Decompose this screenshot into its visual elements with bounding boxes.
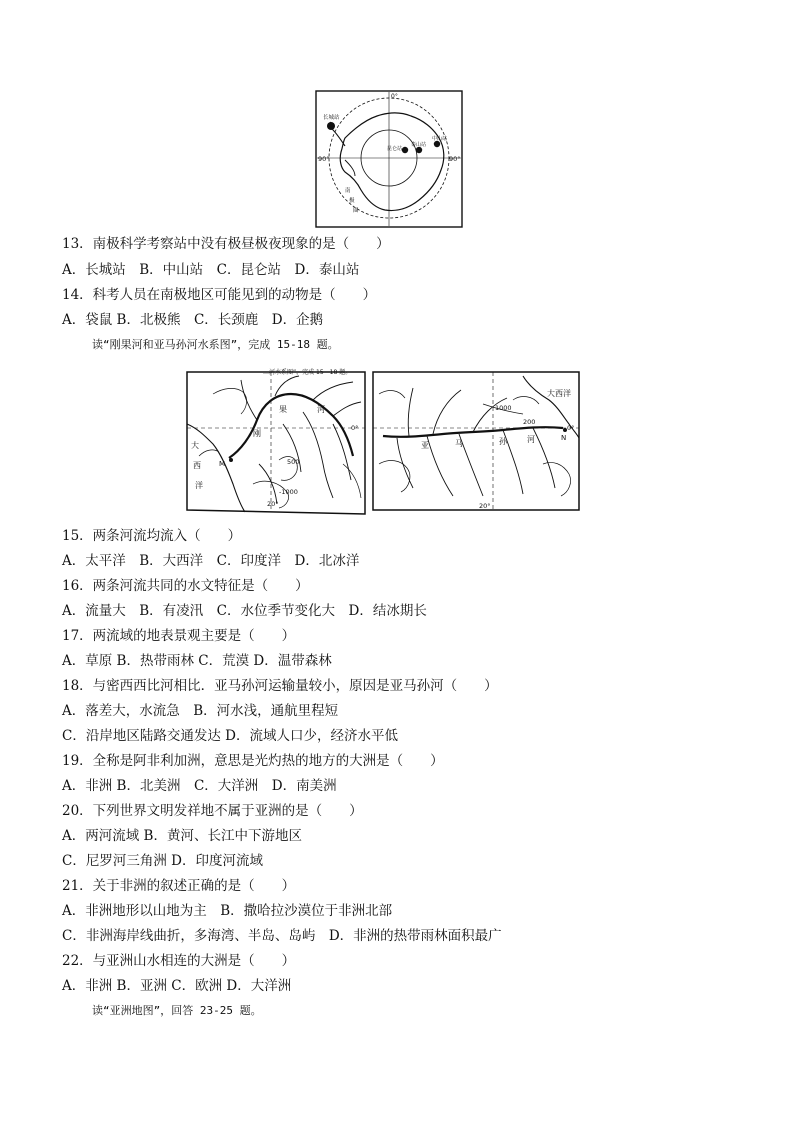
deg-20-left-label: 20° [267,500,279,508]
question-22-options: A．非洲 B．亚洲 C．欧洲 D．大洋洲 [62,978,292,994]
congo-label-3: 刚 [253,429,261,438]
circle-label-3: 圈 [353,208,359,214]
question-14-options: A．袋鼠 B．北极熊 C．长颈鹿 D．企鹅 [62,312,324,328]
atlantic-left-label-1: 大 [191,441,199,450]
question-17-options: A．草原 B．热带雨林 C．荒漠 D．温带森林 [62,653,332,669]
question-15-options: A．太平洋 B．大西洋 C．印度洋 D．北冰洋 [62,553,360,569]
question-17-stem: 17．两流域的地表景观主要是（ ） [62,628,296,644]
deg-0-left-label: 0° [351,424,359,432]
antarctica-map [315,90,465,230]
point-m-label: M [219,460,226,468]
question-21-stem: 21．关于非洲的叙述正确的是（ ） [62,878,296,894]
question-18-options-2: C．沿岸地区陆路交通发达 D．流域人口少，经济水平低 [62,728,398,744]
amazon-label-4: 河 [527,435,535,444]
contour-200-label: 200 [523,418,536,426]
congo-label-2: 河 [317,405,325,414]
contour-1000-right-label: 1000 [495,404,512,412]
instruction-note-15-18: 读“刚果河和亚马孙河水系图”，完成 15-18 题。 [92,338,339,351]
deg-left-label: 90° [318,155,330,163]
congo-label-1: 果 [279,405,287,414]
question-16-options: A．流量大 B．有凌汛 C．水位季节变化大 D．结冰期长 [62,603,427,619]
station-label-taishan: 泰山站 [411,142,427,148]
question-20-options-2: C．尼罗河三角洲 D．印度河流域 [62,853,263,869]
amazon-label-1: 亚 [421,441,429,450]
contour-500-label: 500 [287,458,300,466]
question-18-stem: 18．与密西西比河相比．亚马孙河运输量较小，原因是亚马孙河（ ） [62,678,498,694]
deg-top-label: 0° [391,93,398,100]
question-19-stem: 19．全称是阿非利加洲，意思是光灼热的地方的大洲是（ ） [62,753,444,769]
question-21-options-1: A．非洲地形以山地为主 B．撒哈拉沙漠位于非洲北部 [62,903,393,919]
question-16-stem: 16．两条河流共同的水文特征是（ ） [62,578,309,594]
question-13-options: A．长城站 B．中山站 C．昆仑站 D．泰山站 [62,262,360,278]
deg-20-right-label: 20° [479,502,491,510]
question-22-stem: 22．与亚洲山水相连的大洲是（ ） [62,953,296,969]
circle-label-1: 南 [345,188,351,194]
question-19-options: A．非洲 B．北美洲 C．大洋洲 D．南美洲 [62,778,337,794]
station-label-kunlun: 昆仑站 [387,146,403,152]
amazon-label-2: 马 [455,439,463,448]
deg-0-right-label: 0° [567,424,575,432]
station-label-zhongshan: 中山站 [432,136,448,142]
station-label-changcheng: 长城站 [323,115,340,121]
instruction-note-23-25: 读“亚洲地图”，回答 23-25 题。 [92,1004,262,1017]
atlantic-left-label-3: 洋 [195,481,203,490]
atlantic-right-label: 大西洋 [547,389,571,398]
amazon-label-3: 孙 [499,437,507,446]
contour-1000-left-label: -1000 [279,488,298,496]
station-dot-changcheng [327,122,335,130]
question-20-options-1: A．两河流域 B．黄河、长江中下游地区 [62,828,302,844]
congo-amazon-map [183,364,585,516]
atlantic-left-label-2: 西 [193,461,201,470]
deg-right-label: 90° [449,155,461,163]
question-14-stem: 14．科考人员在南极地区可能见到的动物是（ ） [62,287,377,303]
circle-label-2: 极 [349,198,355,204]
question-18-options-1: A．落差大，水流急 B．河水浅，通航里程短 [62,703,339,719]
station-dot-kunlun [402,147,408,153]
question-20-stem: 20．下列世界文明发祥地不属于亚洲的是（ ） [62,803,363,819]
point-n-label: N [561,434,567,442]
question-21-options-2: C．非洲海岸线曲折，多海湾、半岛、岛屿 D．非洲的热带雨林面积最广 [62,928,502,944]
question-15-stem: 15．两条河流均流入（ ） [62,528,242,544]
question-13-stem: 13．南极科学考察站中没有极昼极夜现象的是（ ） [62,236,390,252]
figure2-header-text: …河水系图”，完成 15－18 题。 [263,369,352,376]
